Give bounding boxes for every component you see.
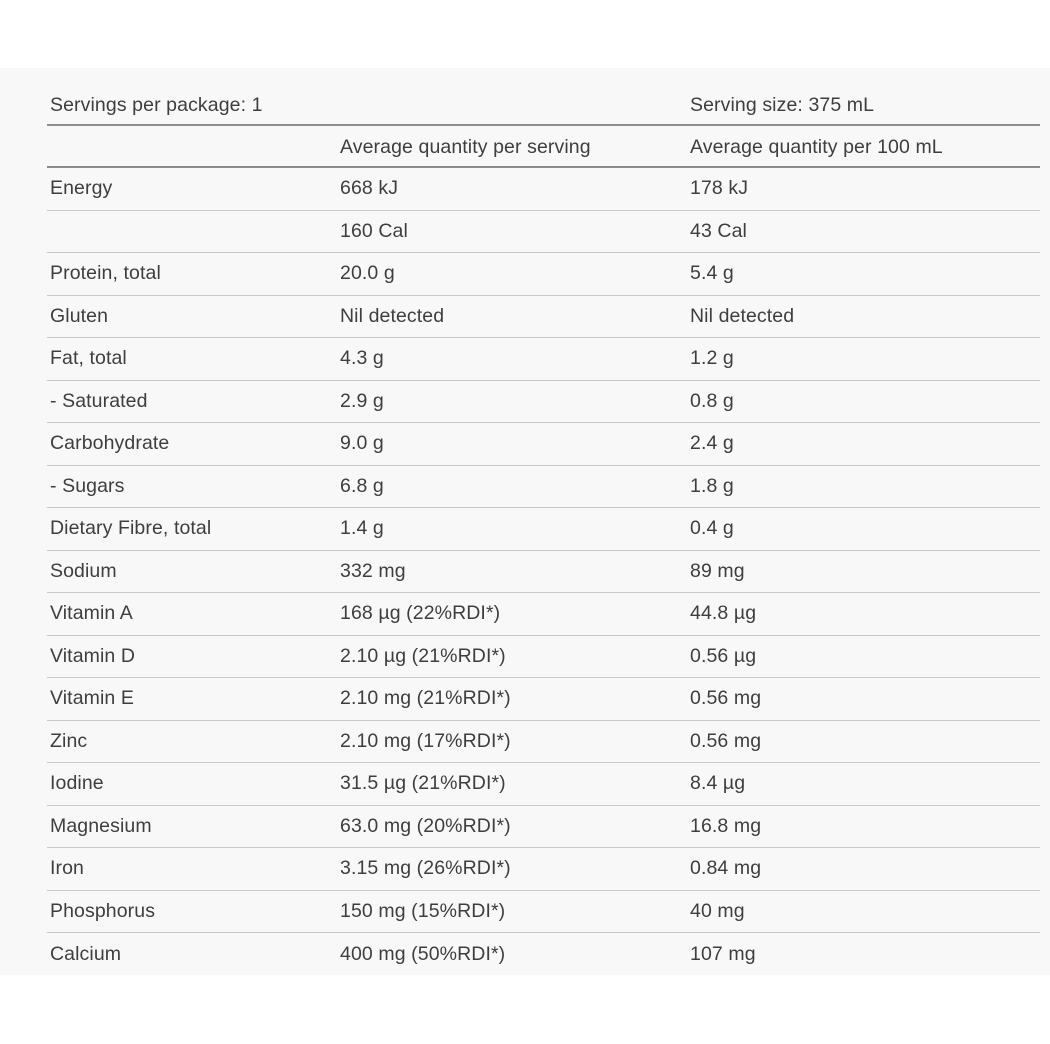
row-per-serving: 1.4 g	[340, 517, 384, 540]
row-label: Fat, total	[50, 347, 127, 370]
table-row	[47, 678, 1040, 721]
row-per-100ml: 0.56 mg	[690, 729, 762, 752]
row-per-serving: 2.9 g	[340, 389, 384, 412]
table-row	[47, 933, 1040, 976]
row-per-serving: 2.10 µg (21%RDI*)	[340, 644, 506, 667]
row-per-100ml: Nil detected	[690, 304, 795, 327]
serving-size: Serving size: 375 mL	[690, 93, 875, 116]
row-label: Vitamin A	[50, 602, 133, 625]
nutrition-rows	[47, 168, 1040, 976]
row-label: Carbohydrate	[50, 432, 170, 455]
row-per-serving: 31.5 µg (21%RDI*)	[340, 772, 506, 795]
column-header-per-100ml: Average quantity per 100 mL	[690, 136, 943, 158]
row-per-100ml: 0.4 g	[690, 517, 734, 540]
table-row	[47, 721, 1040, 764]
table-row	[47, 253, 1040, 296]
row-per-serving: 20.0 g	[340, 262, 395, 285]
row-per-100ml: 8.4 µg	[690, 772, 746, 795]
table-row	[47, 763, 1040, 806]
row-label: Energy	[50, 177, 113, 200]
row-per-100ml: 5.4 g	[690, 262, 734, 285]
row-per-serving: 3.15 mg (26%RDI*)	[340, 857, 511, 880]
row-per-100ml: 0.56 mg	[690, 687, 762, 710]
table-row	[47, 891, 1040, 934]
row-label: Vitamin E	[50, 687, 134, 710]
table-row	[47, 593, 1040, 636]
servings-per-package: Servings per package: 1	[50, 93, 263, 116]
row-label: Dietary Fibre, total	[50, 517, 212, 540]
table-row	[47, 466, 1040, 509]
nutrition-table	[47, 68, 1040, 976]
row-label: Vitamin D	[50, 644, 136, 667]
row-per-serving: 160 Cal	[340, 219, 408, 242]
row-per-serving: 2.10 mg (21%RDI*)	[340, 687, 511, 710]
row-per-100ml: 0.84 mg	[690, 857, 762, 880]
table-row	[47, 168, 1040, 211]
row-per-100ml: 43 Cal	[690, 219, 747, 242]
row-label: Magnesium	[50, 814, 152, 837]
row-per-serving: 150 mg (15%RDI*)	[340, 899, 506, 922]
row-per-100ml: 1.2 g	[690, 347, 734, 370]
row-label: Calcium	[50, 942, 122, 965]
row-per-serving: 332 mg	[340, 559, 406, 582]
row-per-100ml: 178 kJ	[690, 177, 749, 200]
table-row	[47, 848, 1040, 891]
row-per-serving: 9.0 g	[340, 432, 384, 455]
row-per-serving: 4.3 g	[340, 347, 384, 370]
row-per-100ml: 2.4 g	[690, 432, 734, 455]
row-per-serving: 2.10 mg (17%RDI*)	[340, 729, 511, 752]
nutrition-panel	[0, 68, 1050, 975]
table-row	[47, 508, 1040, 551]
table-row	[47, 806, 1040, 849]
row-label: Sodium	[50, 559, 117, 582]
row-per-100ml: 40 mg	[690, 899, 745, 922]
table-row	[47, 211, 1040, 254]
row-label: - Sugars	[50, 474, 125, 497]
row-per-serving: 6.8 g	[340, 474, 384, 497]
table-row	[47, 551, 1040, 594]
row-per-serving: 63.0 mg (20%RDI*)	[340, 814, 511, 837]
row-per-100ml: 107 mg	[690, 942, 756, 965]
row-per-serving: 668 kJ	[340, 177, 399, 200]
row-label: Phosphorus	[50, 899, 156, 922]
row-label: - Saturated	[50, 389, 148, 412]
row-per-serving: Nil detected	[340, 304, 445, 327]
row-per-100ml: 16.8 mg	[690, 814, 762, 837]
table-row	[47, 338, 1040, 381]
row-per-100ml: 89 mg	[690, 559, 745, 582]
row-per-serving: 400 mg (50%RDI*)	[340, 942, 506, 965]
row-per-100ml: 44.8 µg	[690, 602, 757, 625]
row-label: Iron	[50, 857, 85, 880]
row-label: Zinc	[50, 729, 88, 752]
table-row	[47, 423, 1040, 466]
table-row	[47, 381, 1040, 424]
column-header-row	[47, 126, 1040, 168]
table-row	[47, 636, 1040, 679]
row-label: Protein, total	[50, 262, 161, 285]
row-label: Gluten	[50, 304, 109, 327]
row-per-100ml: 1.8 g	[690, 474, 734, 497]
top-header-row	[47, 68, 1040, 126]
table-row	[47, 296, 1040, 339]
column-header-per-serving: Average quantity per serving	[340, 136, 591, 158]
row-per-100ml: 0.8 g	[690, 389, 734, 412]
row-per-serving: 168 µg (22%RDI*)	[340, 602, 501, 625]
row-label: Iodine	[50, 772, 104, 795]
row-per-100ml: 0.56 µg	[690, 644, 757, 667]
